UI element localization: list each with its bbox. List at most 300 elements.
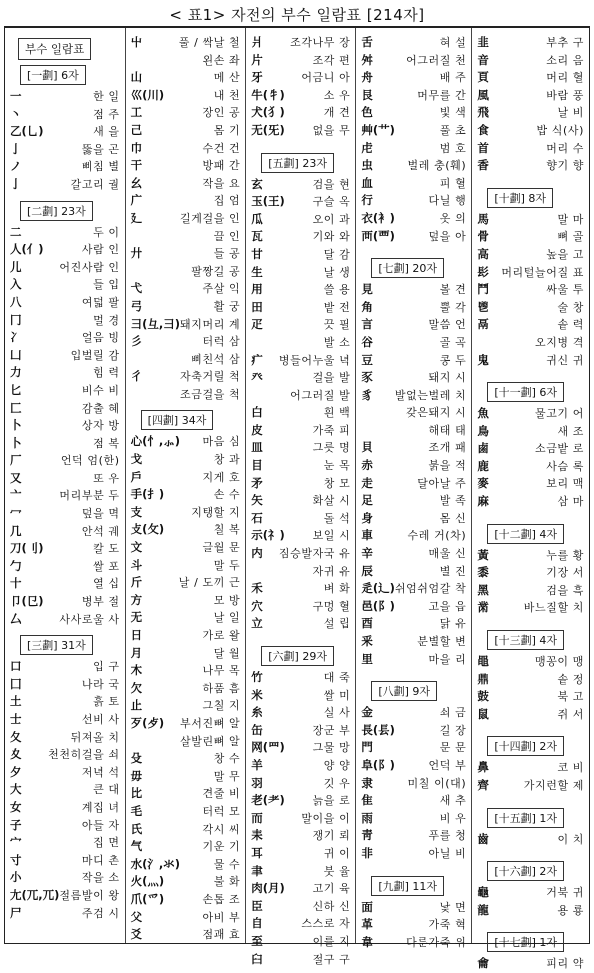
- radical-row: [10, 106, 120, 124]
- radical-row: [10, 176, 120, 194]
- radical-meaning: 없을 무: [312, 123, 351, 137]
- radical-glyph: 尢(兀,兀): [10, 887, 60, 902]
- radical-glyph: 幺: [130, 175, 143, 190]
- radical-row: [131, 785, 241, 803]
- radical-meaning: 말씀 언: [428, 318, 467, 332]
- radical-meaning: 계집 녀: [81, 800, 120, 814]
- radical-meaning: 글월 문: [202, 541, 241, 555]
- radical-glyph: 犬(犭): [251, 105, 285, 120]
- radical-glyph: 韋: [361, 934, 373, 949]
- radical-row: [251, 563, 350, 581]
- radical-row: [131, 316, 241, 334]
- radical-row: [477, 440, 584, 458]
- radical-glyph: 黑: [477, 582, 489, 597]
- radical-meaning: 보일 시: [312, 529, 351, 543]
- radical-meaning: 창 수: [213, 752, 241, 766]
- radical-meaning: 대 죽: [323, 671, 351, 684]
- radical-row: [477, 599, 584, 617]
- radical-meaning: 높을 고: [546, 247, 584, 261]
- stroke-group-heading: [十劃] 8자: [487, 188, 553, 208]
- radical-glyph: 禾: [251, 581, 263, 596]
- radical-row: [131, 574, 241, 592]
- radical-row: [477, 688, 584, 706]
- radical-meaning: 조금걸을 척: [180, 387, 241, 401]
- radical-row: [251, 87, 350, 105]
- radical-meaning: 길 장: [439, 723, 467, 737]
- radical-row: [251, 475, 350, 493]
- radical-glyph: 日: [130, 628, 143, 642]
- radical-row: [361, 492, 466, 510]
- radical-glyph: 用: [251, 282, 263, 297]
- radical-meaning: 내 천: [213, 88, 241, 102]
- radical-meaning: 오이 과: [312, 212, 351, 226]
- radical-meaning: 눈 목: [323, 459, 351, 473]
- radical-row: [477, 423, 584, 441]
- radical-meaning: 견줄 비: [202, 787, 241, 801]
- radical-row: [361, 651, 466, 669]
- radical-row: [477, 884, 584, 902]
- radical-meaning: 들 공: [213, 247, 241, 261]
- radical-glyph: 巾: [130, 140, 143, 155]
- radical-meaning: 마음 심: [202, 435, 241, 449]
- radical-meaning: 가지런할 제: [523, 779, 584, 792]
- radical-meaning: 오지병 격: [534, 335, 584, 349]
- radical-glyph: 屮: [130, 35, 143, 49]
- radical-glyph: 鳥: [477, 423, 489, 438]
- radical-row: [131, 263, 241, 281]
- radical-meaning: 기와 와: [312, 230, 351, 244]
- radical-row: [131, 469, 241, 487]
- radical-row: [361, 633, 466, 651]
- radical-row: [251, 598, 350, 616]
- radical-meaning: 물 수: [213, 857, 241, 871]
- radical-glyph: 音: [477, 52, 489, 67]
- radical-meaning: 끗 필: [323, 318, 351, 332]
- radical-meaning: 양 양: [323, 758, 351, 772]
- radical-meaning: 점괘 효: [202, 928, 241, 942]
- radical-glyph: 甘: [251, 246, 263, 261]
- radical-row: [361, 457, 466, 475]
- radical-meaning: 범 호: [439, 141, 467, 155]
- radical-glyph: 皿: [251, 440, 263, 455]
- radical-glyph: 首: [477, 140, 489, 155]
- radical-meaning: 맹꽁이 맹: [534, 655, 584, 669]
- radical-glyph: 黍: [477, 565, 489, 580]
- radical-glyph: 匕: [10, 382, 22, 397]
- radical-glyph: 老(耂): [251, 793, 285, 808]
- radical-row: [10, 799, 120, 817]
- radical-row: [10, 575, 120, 593]
- radical-row: [251, 687, 350, 705]
- radical-glyph: 鼠: [477, 706, 489, 721]
- radical-glyph: 欠: [130, 680, 143, 695]
- radical-glyph: 比: [130, 786, 143, 801]
- radical-row: [251, 369, 350, 387]
- radical-row: [477, 671, 584, 689]
- radical-glyph: 龍: [477, 902, 489, 917]
- radical-meaning: 장인 공: [202, 106, 241, 120]
- radical-glyph: 乙(乚): [10, 124, 44, 139]
- radical-glyph: 隶: [361, 775, 373, 790]
- radical-row: [131, 34, 241, 52]
- radical-meaning: 달 월: [213, 646, 241, 660]
- radical-meaning: 왼손 좌: [202, 53, 241, 67]
- radical-row: [361, 157, 466, 175]
- radical-row: [477, 475, 584, 493]
- radical-row: [10, 817, 120, 835]
- radical-meaning: 발 족: [439, 494, 467, 508]
- radical-row: [361, 316, 466, 334]
- radical-glyph: 靑: [361, 828, 373, 843]
- radical-meaning: 메 산: [213, 71, 241, 85]
- radical-row: [251, 34, 350, 52]
- radical-row: [131, 821, 241, 839]
- radical-meaning: 터럭 삼: [202, 335, 241, 349]
- radical-meaning: 부서진뼈 알: [180, 716, 241, 730]
- radical-glyph: 无: [130, 610, 143, 625]
- radical-row: [361, 704, 466, 722]
- radical-row: [131, 386, 241, 404]
- radical-glyph: 田: [251, 299, 263, 314]
- radical-row: [131, 175, 241, 193]
- radical-meaning: 사사로울 사: [59, 612, 120, 626]
- radical-meaning: 그릇 명: [312, 441, 351, 455]
- radical-glyph: 魚: [477, 406, 489, 421]
- radical-row: [361, 140, 466, 158]
- radical-meaning: 입 구: [93, 660, 120, 674]
- radical-meaning: 삼 마: [557, 495, 584, 509]
- radical-meaning: 끌 인: [213, 229, 241, 243]
- radical-row: [361, 475, 466, 493]
- radical-meaning: 머리 수: [546, 141, 584, 155]
- radical-meaning: 귀 이: [323, 846, 351, 860]
- radical-glyph: 儿: [10, 259, 22, 274]
- radical-glyph: 手(扌): [130, 487, 165, 502]
- radical-meaning: 어그러질 발: [290, 388, 351, 402]
- stroke-group-heading: [十五劃] 1자: [487, 808, 564, 828]
- radical-meaning: 술 창: [557, 300, 584, 314]
- radical-glyph: 疒: [251, 352, 263, 367]
- table-column: [472, 28, 589, 971]
- radical-row: [361, 69, 466, 87]
- radical-glyph: 衣(衤): [361, 210, 395, 225]
- radical-glyph: 飛: [477, 105, 489, 120]
- radical-row: [131, 627, 241, 645]
- radical-meaning: 옷 의: [439, 211, 467, 225]
- radical-row: [251, 775, 350, 793]
- radical-glyph: 而: [251, 810, 263, 825]
- radical-glyph: 立: [251, 616, 263, 631]
- radical-meaning: 그칠 지: [202, 699, 241, 713]
- radical-row: [477, 582, 584, 600]
- radical-glyph: 戶: [130, 469, 143, 484]
- radical-meaning: 어금니 아: [301, 71, 351, 85]
- radical-row: [10, 435, 120, 453]
- radical-meaning: 깃 우: [323, 776, 351, 790]
- radical-row: [131, 856, 241, 874]
- radical-row: [251, 264, 350, 282]
- radical-meaning: 머무를 간: [417, 88, 467, 102]
- radical-glyph: 干: [130, 158, 143, 173]
- radical-row: [361, 422, 466, 440]
- radical-glyph: 力: [10, 365, 22, 380]
- radical-glyph: 豕: [361, 370, 373, 385]
- radical-row: [131, 333, 241, 351]
- radical-glyph: 卜: [10, 435, 22, 450]
- radical-row: [361, 757, 466, 775]
- radical-meaning: 아비 부: [202, 910, 241, 924]
- radical-meaning: 새 추: [439, 794, 467, 808]
- radical-meaning: 이 치: [557, 832, 584, 846]
- stroke-group-heading: [十一劃] 6자: [487, 382, 564, 402]
- radical-meaning: 물고기 어: [534, 407, 584, 421]
- radical-row: [477, 246, 584, 264]
- radical-glyph: 艸(艹): [361, 122, 395, 137]
- radical-glyph: 氏: [130, 821, 143, 836]
- radical-glyph: 高: [477, 246, 489, 261]
- radical-glyph: 虍: [361, 140, 373, 155]
- spacer: [361, 668, 466, 674]
- radical-glyph: 刀(刂): [10, 541, 44, 556]
- radical-table: [4, 26, 590, 971]
- radical-glyph: 瓜: [251, 211, 263, 226]
- radical-glyph: 鼓: [477, 689, 489, 704]
- radical-glyph: 色: [361, 105, 373, 120]
- radical-glyph: 十: [10, 576, 22, 591]
- radical-row: [131, 52, 241, 70]
- radical-glyph: 厶: [10, 611, 22, 626]
- radical-meaning: 쟁기 뢰: [312, 829, 351, 843]
- radical-row: [361, 827, 466, 845]
- radical-glyph: 攴(攵): [130, 522, 165, 537]
- radical-row: [131, 733, 241, 751]
- radical-row: [477, 69, 584, 87]
- radical-meaning: 돌 석: [323, 511, 351, 525]
- radical-meaning: 두 이: [93, 225, 120, 239]
- radical-row: [10, 505, 120, 523]
- radical-meaning: 발 소: [323, 335, 351, 349]
- radical-row: [477, 458, 584, 476]
- radical-meaning: 솥 정: [557, 672, 584, 686]
- radical-meaning: 쌀 포: [93, 559, 120, 573]
- radical-glyph: 入: [10, 277, 22, 292]
- radical-row: [251, 880, 350, 898]
- radical-row: [251, 122, 350, 140]
- radical-row: [477, 653, 584, 671]
- radical-row: [251, 704, 350, 722]
- radical-row: [10, 746, 120, 764]
- radical-meaning: 매울 신: [428, 547, 467, 561]
- radical-row: [251, 951, 350, 969]
- radical-meaning: 뚫을 곤: [81, 142, 120, 156]
- radical-meaning: 닭 유: [439, 617, 467, 631]
- radical-glyph: 厂: [10, 453, 22, 468]
- radical-row: [361, 87, 466, 105]
- radical-glyph: 龜: [477, 885, 489, 900]
- radical-glyph: 弓: [130, 298, 143, 313]
- radical-glyph: 戈: [130, 452, 143, 467]
- radical-meaning: 배 주: [439, 71, 467, 85]
- radical-glyph: 毋: [130, 768, 143, 783]
- radical-glyph: 皮: [251, 422, 263, 437]
- radical-row: [251, 52, 350, 70]
- radical-meaning: 누를 황: [546, 548, 584, 562]
- radical-glyph: 里: [361, 651, 373, 666]
- radical-glyph: 夂: [10, 729, 22, 744]
- radical-row: [477, 777, 584, 795]
- radical-glyph: 冫: [10, 330, 22, 345]
- radical-meaning: 다룬가죽 위: [406, 935, 467, 949]
- radical-row: [10, 558, 120, 576]
- radical-meaning: 설 립: [323, 617, 351, 631]
- radical-meaning: 날 생: [323, 265, 351, 279]
- radical-row: [131, 750, 241, 768]
- radical-meaning: 머리 혈: [546, 71, 584, 85]
- radical-row: [251, 580, 350, 598]
- radical-meaning: 스스로 자: [301, 917, 351, 931]
- radical-glyph: 片: [251, 52, 263, 67]
- radical-meaning: 절름발이 왕: [59, 888, 120, 902]
- radical-row: [251, 299, 350, 317]
- radical-glyph: 革: [361, 917, 373, 932]
- radical-meaning: 미칠 이(대): [407, 776, 467, 790]
- radical-row: [477, 281, 584, 299]
- radical-meaning: 다닐 행: [428, 194, 467, 208]
- radical-meaning: 짐승발자국 유: [278, 547, 351, 561]
- radical-meaning: 붉을 적: [428, 459, 467, 473]
- radical-meaning: 수건 건: [202, 141, 241, 155]
- stroke-group-heading: [二劃] 23자: [20, 201, 93, 221]
- radical-meaning: 큰 대: [93, 783, 120, 797]
- radical-glyph: 白: [251, 405, 263, 420]
- radical-glyph: 鼎: [477, 671, 489, 686]
- spacer: [251, 140, 350, 146]
- radical-row: [131, 351, 241, 369]
- radical-glyph: 毛: [130, 803, 143, 818]
- radical-meaning: 모 방: [213, 593, 241, 607]
- radical-meaning: 돼지 시: [428, 371, 467, 385]
- radical-row: [361, 34, 466, 52]
- radical-meaning: 붓 율: [323, 864, 351, 878]
- radical-meaning: 가죽 혁: [428, 918, 467, 932]
- radical-glyph: 夕: [10, 764, 22, 779]
- radical-glyph: 廾: [130, 246, 143, 261]
- table-column: [5, 28, 126, 943]
- radical-row: [477, 140, 584, 158]
- radical-meaning: 터럭 모: [202, 804, 241, 818]
- radical-row: [131, 891, 241, 909]
- radical-row: [361, 210, 466, 228]
- radical-glyph: 羊: [251, 757, 263, 772]
- radical-row: [251, 545, 350, 563]
- radical-meaning: 검을 현: [312, 177, 351, 191]
- radical-glyph: 食: [477, 122, 489, 137]
- radical-meaning: 한 일: [93, 90, 120, 103]
- radical-row: [361, 722, 466, 740]
- radical-glyph: 至: [251, 933, 263, 948]
- radical-meaning: 갖은돼지 시: [406, 406, 467, 420]
- radical-row: [477, 87, 584, 105]
- radical-meaning: 문 문: [439, 741, 467, 755]
- radical-meaning: 마디 촌: [81, 853, 120, 867]
- radical-meaning: 여덟 팔: [81, 295, 120, 309]
- radical-row: [10, 487, 120, 505]
- radical-glyph: 瓦: [251, 229, 263, 244]
- radical-row: [361, 387, 466, 405]
- radical-meaning: 흰 백: [323, 406, 351, 420]
- radical-row: [10, 364, 120, 382]
- radical-glyph: 示(礻): [251, 528, 285, 543]
- radical-meaning: 지게 호: [202, 470, 241, 484]
- radical-row: [477, 104, 584, 122]
- radical-glyph: 斗: [130, 557, 143, 572]
- radical-row: [251, 69, 350, 87]
- radical-row: [131, 662, 241, 680]
- radical-meaning: 힘 력: [93, 366, 120, 380]
- radical-row: [477, 299, 584, 317]
- radical-glyph: 文: [130, 540, 143, 555]
- spacer: [361, 863, 466, 869]
- radical-glyph: 竹: [251, 670, 263, 684]
- radical-glyph: 几: [10, 523, 22, 538]
- radical-meaning: 말 무: [213, 769, 241, 783]
- radical-glyph: 广: [130, 193, 143, 208]
- radical-row: [251, 246, 350, 264]
- radical-meaning: 날 일: [213, 611, 241, 625]
- radical-meaning: 어진사람 인: [59, 260, 120, 274]
- radical-meaning: 솥 력: [557, 318, 584, 332]
- radical-row: [131, 69, 241, 87]
- radical-glyph: 辰: [361, 563, 373, 578]
- radical-row: [10, 417, 120, 435]
- radical-row: [251, 792, 350, 810]
- radical-meaning: 화살 시: [312, 494, 351, 508]
- radical-row: [10, 834, 120, 852]
- spacer: [477, 617, 584, 623]
- radical-meaning: 쥐 서: [557, 707, 584, 721]
- radical-meaning: 비 우: [439, 811, 467, 825]
- radical-glyph: 斤: [130, 575, 143, 590]
- radical-row: [477, 831, 584, 849]
- radical-meaning: 몸 신: [439, 511, 467, 525]
- radical-meaning: 또 우: [93, 471, 120, 485]
- radical-glyph: 艮: [361, 87, 373, 102]
- radical-row: [10, 294, 120, 312]
- radical-row: [131, 368, 241, 386]
- radical-row: [10, 764, 120, 782]
- radical-glyph: 頁: [477, 70, 489, 85]
- radical-glyph: 口: [10, 659, 22, 674]
- radical-glyph: 雨: [361, 810, 373, 825]
- stroke-group-heading: [八劃] 9자: [371, 681, 437, 701]
- radical-row: [251, 492, 350, 510]
- table-column: [126, 28, 247, 943]
- radical-meaning: 귀신 귀: [546, 353, 584, 367]
- radical-glyph: 弋: [130, 281, 143, 296]
- radical-glyph: 長(镸): [361, 722, 395, 737]
- radical-glyph: 卩(㔾): [10, 594, 44, 609]
- radical-glyph: 馬: [477, 211, 489, 226]
- radical-meaning: 조각나무 장: [290, 36, 351, 49]
- radical-meaning: 조개 패: [428, 441, 467, 455]
- radical-glyph: 米: [251, 687, 263, 702]
- radical-row: [251, 422, 350, 440]
- radical-glyph: 火(灬): [130, 874, 165, 889]
- radical-meaning: 해태 태: [428, 423, 467, 437]
- radical-row: [251, 615, 350, 633]
- radical-meaning: 코 비: [557, 761, 584, 775]
- radical-meaning: 사슴 록: [546, 459, 584, 473]
